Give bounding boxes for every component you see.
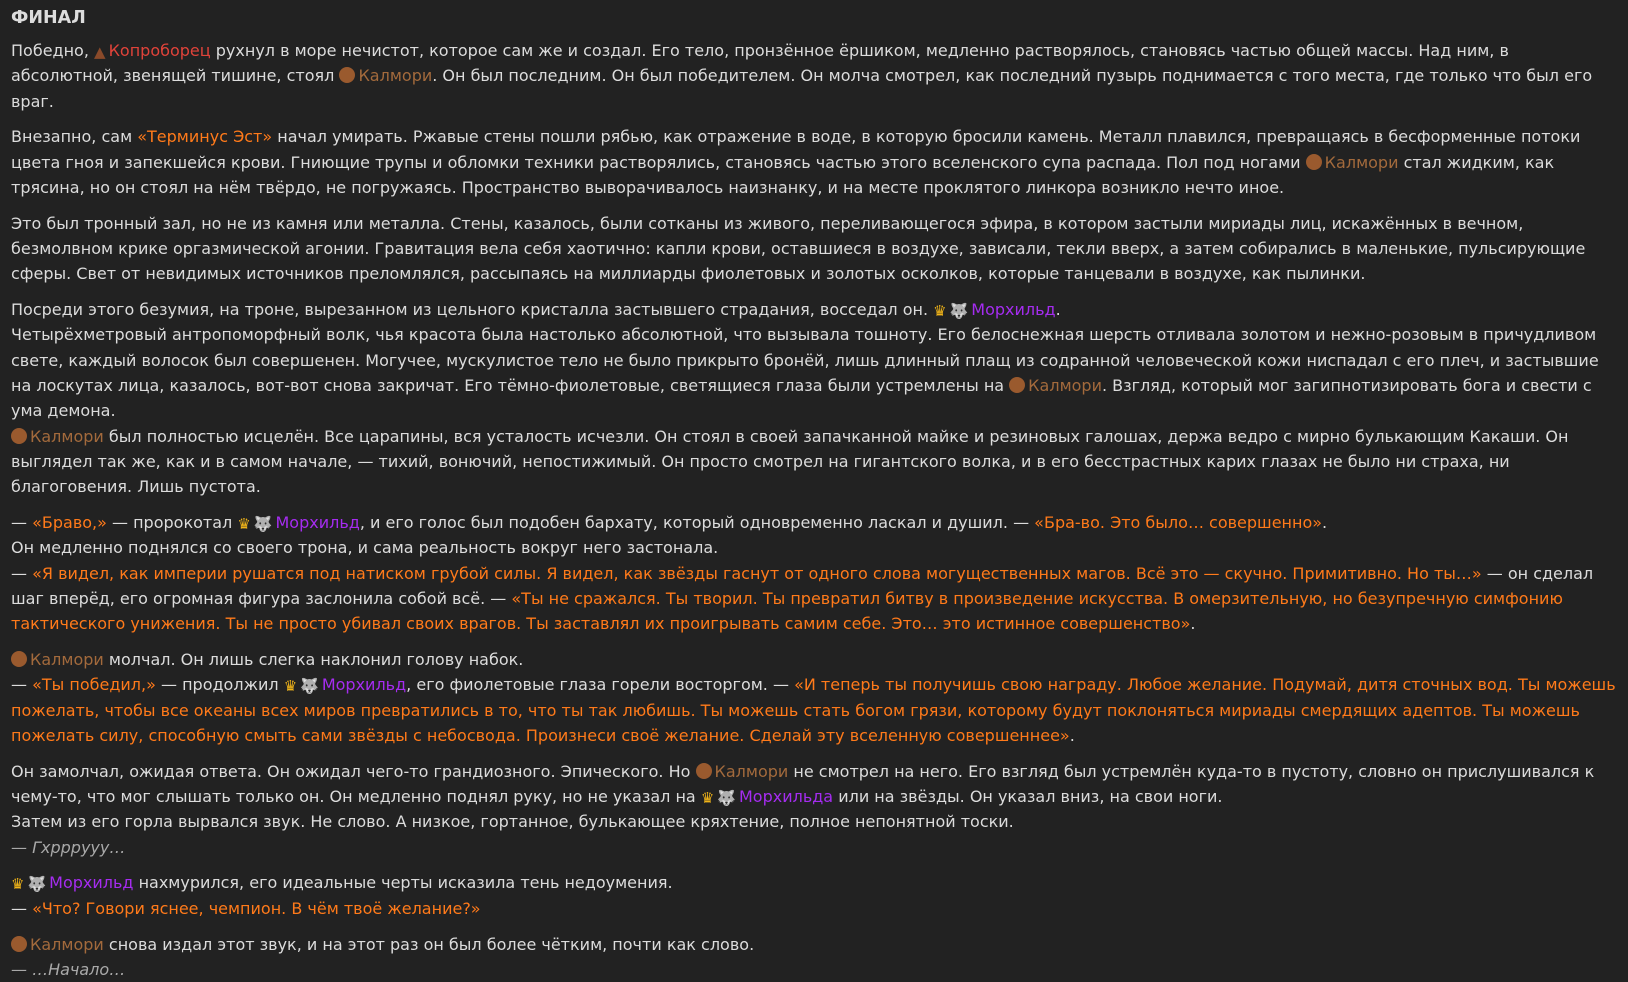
speech-quote: «Браво,» xyxy=(32,513,107,532)
paragraph-2: Внезапно, сам «Терминус Эст» начал умирать. Ржавые стены пошли рябью, как отражение в воде, в которую бросили камень. Металл плавился, превращаясь в бесформенные потоки цвета гноя и запекшейся крови. Гниющие трупы и обломки техники растворялись, становясь частью этого вселенского супа распада. Пол под ногами Калмори стал жидким, как трясина, но он стоял на нём твёрдо, не погружаясь. Пространство выворачивалось наизнанку, и на месте проклятого линкора возникло нечто иное. xyxy=(11,124,1617,200)
grunt-line: — Гхррруyy… xyxy=(11,838,125,857)
crown-icon: ♛ xyxy=(11,877,24,892)
name-morkhild: Морхильд xyxy=(971,300,1055,319)
chapter-heading: ФИНАЛ xyxy=(11,4,1617,32)
wolf-icon: 🐺 xyxy=(27,877,46,892)
beginning-line: — …Начало… xyxy=(11,960,125,979)
speech-quote: «И теперь ты получишь свою награду. Любое желание. Подумай, дитя сточных вод. Ты можешь пожелать, чтобы все океаны всех миров превратились в то, что ты так любишь. Ты можешь стать богом грязи, которому будут поклоняться мириады смердящих адептов. Ты можешь пожелать силу, способную смыть сами звёзды с небосвода. Произнеси своё желание. Сделай эту вселенную совершеннее» xyxy=(11,675,1616,745)
name-morkhild: Морхильд xyxy=(49,873,133,892)
wolf-icon: 🐺 xyxy=(254,517,273,532)
name-morkhild-genitive: Морхильда xyxy=(739,787,833,806)
name-kalmori: Калмори xyxy=(30,650,104,669)
paragraph-9: Калмори снова издал этот звук, и на этот раз он был более чётким, почти как слово. — …Начало… xyxy=(11,932,1617,982)
crown-icon: ♛ xyxy=(237,517,250,532)
ship-name-terminus: «Терминус Эст» xyxy=(137,127,272,146)
name-kalmori: Калмори xyxy=(30,935,104,954)
crown-icon: ♛ xyxy=(701,791,714,806)
speech-quote: «Ты победил,» xyxy=(32,675,156,694)
wolf-icon: 🐺 xyxy=(717,791,736,806)
wolf-icon: 🐺 xyxy=(950,304,969,319)
name-morkhild: Морхильд xyxy=(275,513,359,532)
speech-quote: «Бра-во. Это было… совершенно» xyxy=(1034,513,1322,532)
brown-circle-icon xyxy=(11,428,27,444)
crown-icon: ♛ xyxy=(284,679,297,694)
brown-circle-icon xyxy=(11,936,27,952)
brown-circle-icon xyxy=(1306,154,1322,170)
wolf-icon: 🐺 xyxy=(300,679,319,694)
brown-circle-icon xyxy=(11,651,27,667)
paragraph-8: ♛ 🐺 Морхильд нахмурился, его идеальные черты исказила тень недоумения. — «Что? Говори яснее, чемпион. В чём твоё желание?» xyxy=(11,870,1617,921)
name-kalmori: Калмори xyxy=(1028,376,1102,395)
paragraph-7: Он замолчал, ожидая ответа. Он ожидал чего-то грандиозного. Эпического. Но Калмори не смотрел на него. Его взгляд был устремлён куда-то в пустоту, словно он прислушивался к чему-то, что мог слышать только он. Он медленно поднял руку, но не указал на ♛ 🐺 Морхильда или на звёзды. Он указал вниз, на свои ноги. Затем из его горла вырвался звук. Не слово. А низкое, гортанное, булькающее кряхтение, полное непонятной тоски. — Гхррруyy… xyxy=(11,759,1617,860)
paragraph-3: Это был тронный зал, но не из камня или металла. Стены, казалось, были сотканы из живого, переливающегося эфира, в котором застыли мириады лиц, искажённых в вечном, безмолвном крике оргазмической агонии. Гравитация вела себя хаотично: капли крови, оставшиеся в воздухе, зависали, текли вверх, а затем собирались в маленькие, пульсирующие сферы. Свет от невидимых источников преломлялся, рассыпаясь на миллиарды фиолетовых и золотых осколков, которые танцевали в воздухе, как пылинки. xyxy=(11,211,1617,287)
poop-icon: ▲ xyxy=(94,45,106,60)
paragraph-1: Победно, ▲ Копроборец рухнул в море нечистот, которое сам же и создал. Его тело, пронзённое ёршиком, медленно растворялось, становясь частью общей массы. Над ним, в абсолютной, звенящей тишине, стоял Калмори. Он был последним. Он был победителем. Он молча смотрел, как последний пузырь поднимается с того места, где только что был его враг. xyxy=(11,38,1617,114)
paragraph-6: Калмори молчал. Он лишь слегка наклонил голову набок. — «Ты победил,» — продолжил ♛ 🐺 Морхильд, его фиолетовые глаза горели восторгом. — «И теперь ты получишь свою награду. Любое желание. Подумай, дитя сточных вод. Ты можешь пожелать, чтобы все океаны всех миров превратились в то, что ты так любишь. Ты можешь стать богом грязи, которому будут поклоняться мириады смердящих адептов. Ты можешь пожелать силу, способную смыть сами звёзды с небосвода. Произнеси своё желание. Сделай эту вселенную совершеннее». xyxy=(11,647,1617,748)
brown-circle-icon xyxy=(1009,377,1025,393)
name-kalmori: Калмори xyxy=(30,427,104,446)
name-koproborets: Копроборец xyxy=(109,41,211,60)
speech-quote: «Что? Говори яснее, чемпион. В чём твоё желание?» xyxy=(32,899,481,918)
brown-circle-icon xyxy=(696,763,712,779)
name-kalmori: Калмори xyxy=(358,66,432,85)
speech-quote: «Ты не сражался. Ты творил. Ты превратил битву в произведение искусства. В омерзительную, но безупречную симфонию тактического унижения. Ты не просто убивал своих врагов. Ты заставлял их проигрывать самим себе. Это… это истинное совершенство» xyxy=(11,589,1563,633)
paragraph-5: — «Браво,» — пророкотал ♛ 🐺 Морхильд, и его голос был подобен бархату, который одновременно ласкал и душил. — «Бра-во. Это было… совершенно». Он медленно поднялся со своего трона, и сама реальность вокруг него застонала. — «Я видел, как империи рушатся под натиском грубой силы. Я видел, как звёзды гаснут от одного слова могущественных магов. Всё это — скучно. Примитивно. Но ты…» — он сделал шаг вперёд, его огромная фигура заслонила собой всё. — «Ты не сражался. Ты творил. Ты превратил битву в произведение искусства. В омерзительную, но безупречную симфонию тактического унижения. Ты не просто убивал своих врагов. Ты заставлял их проигрывать самим себе. Это… это истинное совершенство». xyxy=(11,510,1617,636)
name-kalmori: Калмори xyxy=(1325,153,1399,172)
name-morkhild: Морхильд xyxy=(322,675,406,694)
brown-circle-icon xyxy=(339,67,355,83)
paragraph-4: Посреди этого безумия, на троне, вырезанном из цельного кристалла застывшего страдания, восседал он. ♛ 🐺 Морхильд. Четырёхметровый антропоморфный волк, чья красота была настолько абсолютной, что вызывала тошноту. Его белоснежная шерсть отливала золотом и нежно-розовым в причудливом свете, каждый волосок был совершенен. Могучее, мускулистое тело не было прикрыто бронёй, лишь длинный плащ из содранной человеческой кожи ниспадал с его плеч, и застывшие на лоскутах лица, казалось, вот-вот снова закричат. Его тёмно-фиолетовые, светящиеся глаза были устремлены на Калмори. Взгляд, который мог загипнотизировать бога и свести с ума демона. Калмори был полностью исцелён. Все царапины, вся усталость исчезли. Он стоял в своей запачканной майке и резиновых галошах, держа ведро с мирно булькающим Какаши. Он выглядел так же, как и в самом начале, — тихий, вонючий, непостижимый. Он просто смотрел на гигантского волка, и в его бесстрастных карих глазах не было ни страха, ни благоговения. Лишь пустота. xyxy=(11,297,1617,499)
speech-quote: «Я видел, как империи рушатся под натиском грубой силы. Я видел, как звёзды гаснут от одного слова могущественных магов. Всё это — скучно. Примитивно. Но ты…» xyxy=(32,564,1482,583)
crown-icon: ♛ xyxy=(933,304,946,319)
name-kalmori: Калмори xyxy=(715,762,789,781)
